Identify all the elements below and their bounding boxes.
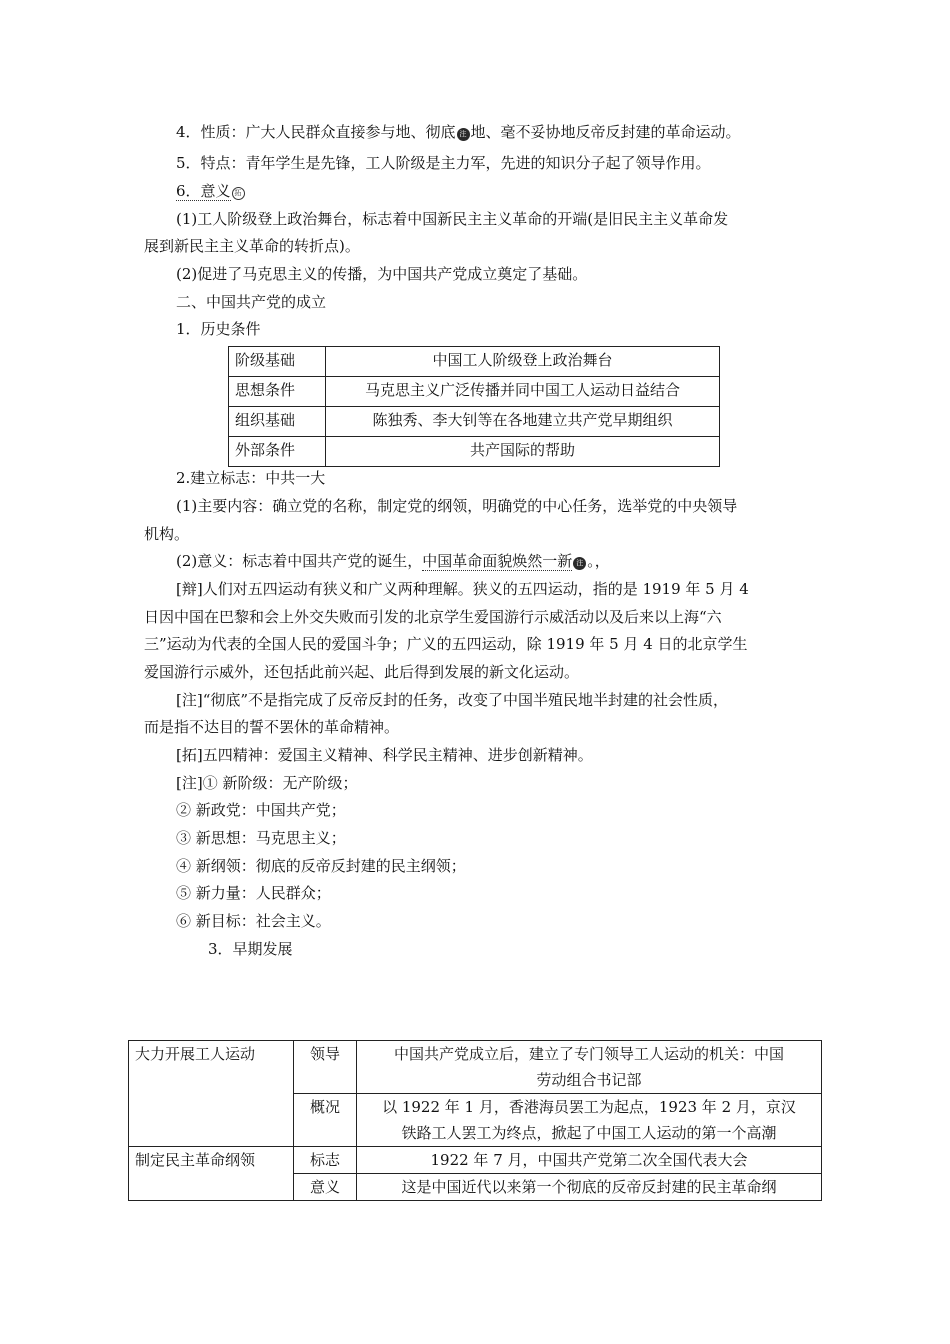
item-2-2-2-text-c: 。， [587,552,610,570]
section-2-1-heading: 1．历史条件 [176,320,261,338]
table-cell: 中国工人阶级登上政治舞台 [326,347,720,377]
item-4-text-a: 4．性质：广大人民群众直接参与地、彻底 [176,123,456,141]
item-6-significance [176,181,246,201]
cell-line: 劳动组合书记部 [536,1071,642,1089]
section-2-heading: 二、中国共产党的成立 [176,293,327,311]
table-cell: 外部条件 [229,437,326,467]
note-1-line-b: 而是指不达目的誓不罢休的革命精神。 [144,718,400,736]
item-2-2-2 [176,551,610,571]
table-row [229,347,720,377]
table-row [229,437,720,467]
table-cell [357,1094,822,1147]
table-cell: 这是中国近代以来第一个彻底的反帝反封建的民主革命纲 [357,1174,822,1201]
note-2-item-1: [注]① 新阶级：无产阶级； [176,774,358,792]
item-2-2-1-line-b: 机构。 [144,525,190,543]
table-cell: 思想条件 [229,377,326,407]
table-cell: 1922 年 7 月，中国共产党第二次全国代表大会 [357,1147,822,1174]
table-cell: 马克思主义广泛传播并同中国工人运动日益结合 [326,377,720,407]
cell-line: 铁路工人罢工为终点，掀起了中国工人运动的第一个高潮 [401,1124,777,1142]
item-6-1-line-a: (1)工人阶级登上政治舞台，标志着中国新民主主义革命的开端(是旧民主主义革命发 [176,210,729,228]
expand-marker-icon: 拓 [232,187,245,200]
item-4-text-b: 地、毫不妥协地反帝反封建的革命运动。 [470,123,741,141]
note-marker-icon: 注 [457,128,470,141]
cell-line: 以 1922 年 1 月，香港海员罢工为起点，1923 年 2 月，京汉 [382,1098,796,1116]
table-row [129,1147,822,1174]
table-cell: 大力开展工人运动 [129,1041,294,1147]
early-development-table [128,1040,822,1201]
note-1-line-a: [注]“彻底”不是指完成了反帝反封的任务，改变了中国半殖民地半封建的社会性质， [176,691,729,709]
section-2-2-heading: 2.建立标志：中共一大 [176,469,326,487]
item-2-2-1-line-a: (1)主要内容：确立党的名称，制定党的纲领，明确党的中心任务，选举党的中央领导 [176,497,738,515]
expand-spirit: [拓]五四精神：爱国主义精神、科学民主精神、进步创新精神。 [176,746,593,764]
note-2-item-2: ② 新政党：中国共产党； [176,801,346,819]
debate-line-a: [辩]人们对五四运动有狭义和广义两种理解。狭义的五四运动，指的是 1919 年 5 月 4 [176,580,749,598]
item-5-features: 5．特点：青年学生是先锋，工人阶级是主力军，先进的知识分子起了领导作用。 [176,154,711,172]
table-cell: 阶级基础 [229,347,326,377]
table-cell: 共产国际的帮助 [326,437,720,467]
item-6-1-line-b: 展到新民主主义革命的转折点)。 [144,237,360,255]
table-cell [357,1041,822,1094]
table-cell: 意义 [294,1174,357,1201]
table-row [229,407,720,437]
table-cell: 陈独秀、李大钊等在各地建立共产党早期组织 [326,407,720,437]
item-6-2: (2)促进了马克思主义的传播，为中国共产党成立奠定了基础。 [176,265,588,283]
table-cell: 制定民主革命纲领 [129,1147,294,1201]
note-2-item-5: ⑤ 新力量：人民群众； [176,884,331,902]
section-2-3-heading: 3．早期发展 [208,940,293,958]
debate-line-c: 三”运动为代表的全国人民的爱国斗争；广义的五四运动，除 1919 年 5 月 4 日的北京学生 [144,635,748,653]
table-row [129,1041,822,1094]
note-marker-icon: 注 [573,557,586,570]
historical-conditions-table [228,346,720,467]
item-4-nature [176,122,741,142]
table-cell: 组织基础 [229,407,326,437]
debate-line-b: 日因中国在巴黎和会上外交失败而引发的北京学生爱国游行示威活动以及后来以上海“六 [144,608,722,626]
note-2-item-6: ⑥ 新目标：社会主义。 [176,912,331,930]
table-cell: 标志 [294,1147,357,1174]
table-cell: 概况 [294,1094,357,1147]
debate-line-d: 爱国游行示威外，还包括此前兴起、此后得到发展的新文化运动。 [144,663,580,681]
table-cell: 领导 [294,1041,357,1094]
note-2-item-3: ③ 新思想：马克思主义； [176,829,346,847]
item-2-2-2-text-a: (2)意义：标志着中国共产党的诞生， [176,552,423,570]
note-2-item-4: ④ 新纲领：彻底的反帝反封建的民主纲领； [176,857,466,875]
item-6-text: 6．意义 [176,182,231,200]
item-2-2-2-text-b: 中国革命面貌焕然一新 [422,552,573,570]
cell-line: 中国共产党成立后，建立了专门领导工人运动的机关：中国 [393,1045,784,1063]
table-row [229,377,720,407]
